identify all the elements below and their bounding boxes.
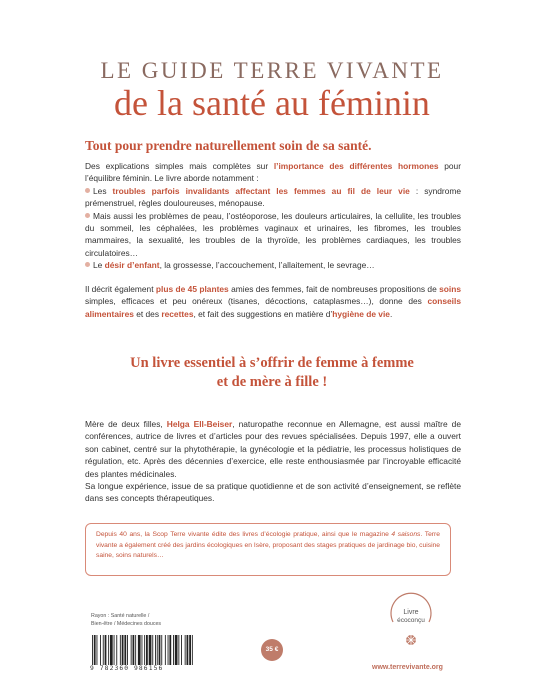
highlight-hormones: l’importance des différentes hormones	[273, 161, 439, 171]
publisher-box: Depuis 40 ans, la Scop Terre vivante édite des livres d’écologie pratique, ainsi que le magazine 4 saisons. Terre vivante a également créé des jardins écologiques en Isère, proposant des stages pratiques de jardinage bio, cuisine saine, soins naturels…	[85, 523, 451, 576]
bullet-item-problemes: Mais aussi les problèmes de peau, l’ostéoporose, les douleurs articulaires, la cellulite, les troubles du sommeil, les céphalées, les problèmes vaginaux et urinaires, les fibromes, les troubles mammaires, la sexualité, les troubles de la thyroïde, les problèmes cardiaques, les troubles circulatoires…	[85, 210, 461, 258]
isbn-number: 9 782360 986156	[90, 665, 164, 672]
intro-paragraph: Des explications simples mais complètes sur l’importance des différentes hormones pour l’équilibre féminin. Le livre aborde notamment :	[85, 161, 461, 184]
bullet-item-troubles: Les troubles parfois invalidants affectant les femmes au fil de leur vie : syndrome prémenstruel, règles douloureuses, ménopause.	[85, 185, 461, 209]
bullet-item-enfant: Le désir d’enfant, la grossesse, l’accouchement, l’allaitement, le sevrage…	[85, 259, 461, 271]
bullet-dot-icon	[85, 188, 90, 193]
book-title: de la santé au féminin	[114, 83, 430, 123]
website-link[interactable]: www.terrevivante.org	[372, 664, 443, 671]
pull-quote: Un livre essentiel à s’offrir de femme à femme et de mère à fille !	[130, 355, 414, 390]
intro-section	[85, 160, 461, 272]
bullet-dot-icon	[85, 262, 90, 267]
author-name: Helga Ell-Beiser	[166, 419, 233, 429]
bullet-dot-icon	[85, 213, 90, 218]
eco-label-line1: Livre	[403, 609, 419, 616]
price-badge: 35 €	[261, 639, 283, 661]
plants-paragraph: Il décrit également plus de 45 plantes amies des femmes, fait de nombreuses propositions de soins simples, efficaces et peu onéreux (tisanes, décoctions, cataplasmes…), donne des conseils alimentaires et des recettes, et fait des suggestions en matière d’hygiène de vie.	[85, 284, 461, 319]
eco-label-line2: écoconçu	[397, 617, 425, 624]
author-bio: Mère de deux filles, Helga Ell-Beiser, naturopathe reconnue en Allemagne, est aussi maître de conférences, autrice de livres et d’articles pour des revues spécialisées. Depuis 1997, elle a ouvert son cabinet, centré sur la phytothérapie, la gynécologie et la pédiatrie, les processus holistiques de régulation, etc. Après des décennies d’exercice, elle reste enthousiasmée par l’incroyable efficacité des plantes médicinales. Sa longue expérience, issue de sa pratique quotidienne et de son activité d’enseignement, se reflète dans ses concepts thérapeutiques.	[85, 419, 461, 504]
barcode	[90, 635, 197, 665]
headline: Tout pour prendre naturellement soin de sa santé.	[85, 138, 372, 153]
shelf-category: Rayon : Santé naturelle / Bien-être / Médecines douces	[91, 613, 162, 627]
series-title: LE GUIDE TERRE VIVANTE	[100, 58, 444, 83]
eco-label-icon	[385, 588, 437, 652]
